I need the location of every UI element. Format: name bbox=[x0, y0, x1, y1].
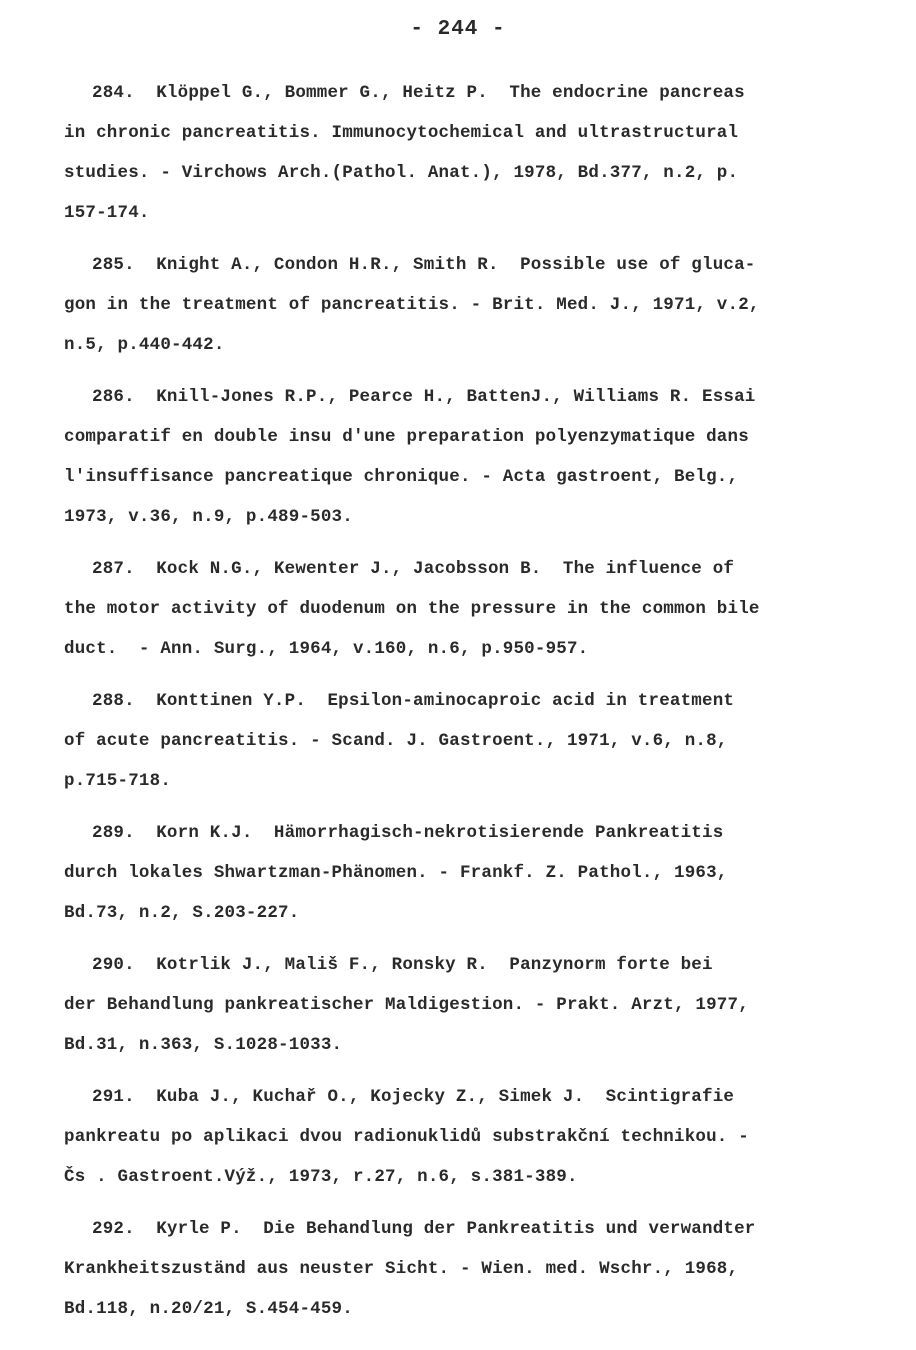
reference-line: 286. Knill-Jones R.P., Pearce H., BattenJ., Williams R. Essai bbox=[92, 387, 756, 407]
reference-290 bbox=[64, 945, 864, 1065]
reference-line: 292. Kyrle P. Die Behandlung der Pankreatitis und verwandter bbox=[92, 1219, 756, 1239]
reference-line: the motor activity of duodenum on the pressure in the common bile bbox=[64, 599, 760, 619]
reference-line: 288. Konttinen Y.P. Epsilon-aminocaproic acid in treatment bbox=[92, 691, 735, 711]
reference-286 bbox=[64, 377, 864, 537]
reference-line: l'insuffisance pancreatique chronique. - Acta gastroent, Belg., bbox=[64, 467, 739, 487]
reference-line: Bd.73, n.2, S.203-227. bbox=[64, 903, 300, 923]
reference-line: 291. Kuba J., Kuchař O., Kojecky Z., Simek J. Scintigrafie bbox=[92, 1087, 735, 1107]
reference-line: 157-174. bbox=[64, 203, 150, 223]
reference-line: gon in the treatment of pancreatitis. - Brit. Med. J., 1971, v.2, bbox=[64, 295, 760, 315]
reference-285 bbox=[64, 245, 864, 365]
reference-line: 289. Korn K.J. Hämorrhagisch-nekrotisierende Pankreatitis bbox=[92, 823, 724, 843]
reference-line: Bd.118, n.20/21, S.454-459. bbox=[64, 1299, 353, 1319]
reference-line: 290. Kotrlik J., Mališ F., Ronsky R. Panzynorm forte bei bbox=[92, 955, 713, 975]
reference-line: studies. - Virchows Arch.(Pathol. Anat.), 1978, Bd.377, n.2, p. bbox=[64, 163, 739, 183]
reference-list bbox=[64, 73, 864, 1341]
reference-line: 284. Klöppel G., Bommer G., Heitz P. The endocrine pancreas bbox=[92, 83, 745, 103]
page-number: - 244 - bbox=[410, 18, 506, 41]
reference-289 bbox=[64, 813, 864, 933]
reference-line: p.715-718. bbox=[64, 771, 172, 791]
reference-line: der Behandlung pankreatischer Maldigestion. - Prakt. Arzt, 1977, bbox=[64, 995, 749, 1015]
reference-line: comparatif en double insu d'une preparation polyenzymatique dans bbox=[64, 427, 749, 447]
reference-line: durch lokales Shwartzman-Phänomen. - Frankf. Z. Pathol., 1963, bbox=[64, 863, 728, 883]
reference-line: of acute pancreatitis. - Scand. J. Gastroent., 1971, v.6, n.8, bbox=[64, 731, 728, 751]
reference-line: Čs . Gastroent.Výž., 1973, r.27, n.6, s.381-389. bbox=[64, 1167, 578, 1187]
reference-line: 287. Kock N.G., Kewenter J., Jacobsson B. The influence of bbox=[92, 559, 735, 579]
reference-284 bbox=[64, 73, 864, 233]
reference-line: Krankheitszuständ aus neuster Sicht. - Wien. med. Wschr., 1968, bbox=[64, 1259, 739, 1279]
reference-line: duct. - Ann. Surg., 1964, v.160, n.6, p.950-957. bbox=[64, 639, 589, 659]
reference-291 bbox=[64, 1077, 864, 1197]
reference-287 bbox=[64, 549, 864, 669]
reference-292 bbox=[64, 1209, 864, 1329]
reference-line: 1973, v.36, n.9, p.489-503. bbox=[64, 507, 353, 527]
reference-line: n.5, p.440-442. bbox=[64, 335, 225, 355]
reference-line: in chronic pancreatitis. Immunocytochemical and ultrastructural bbox=[64, 123, 739, 143]
reference-line: 285. Knight A., Condon H.R., Smith R. Possible use of gluca- bbox=[92, 255, 756, 275]
reference-line: pankreatu po aplikaci dvou radionuklidů substrakční technikou. - bbox=[64, 1127, 749, 1147]
reference-288 bbox=[64, 681, 864, 801]
reference-line: Bd.31, n.363, S.1028-1033. bbox=[64, 1035, 343, 1055]
